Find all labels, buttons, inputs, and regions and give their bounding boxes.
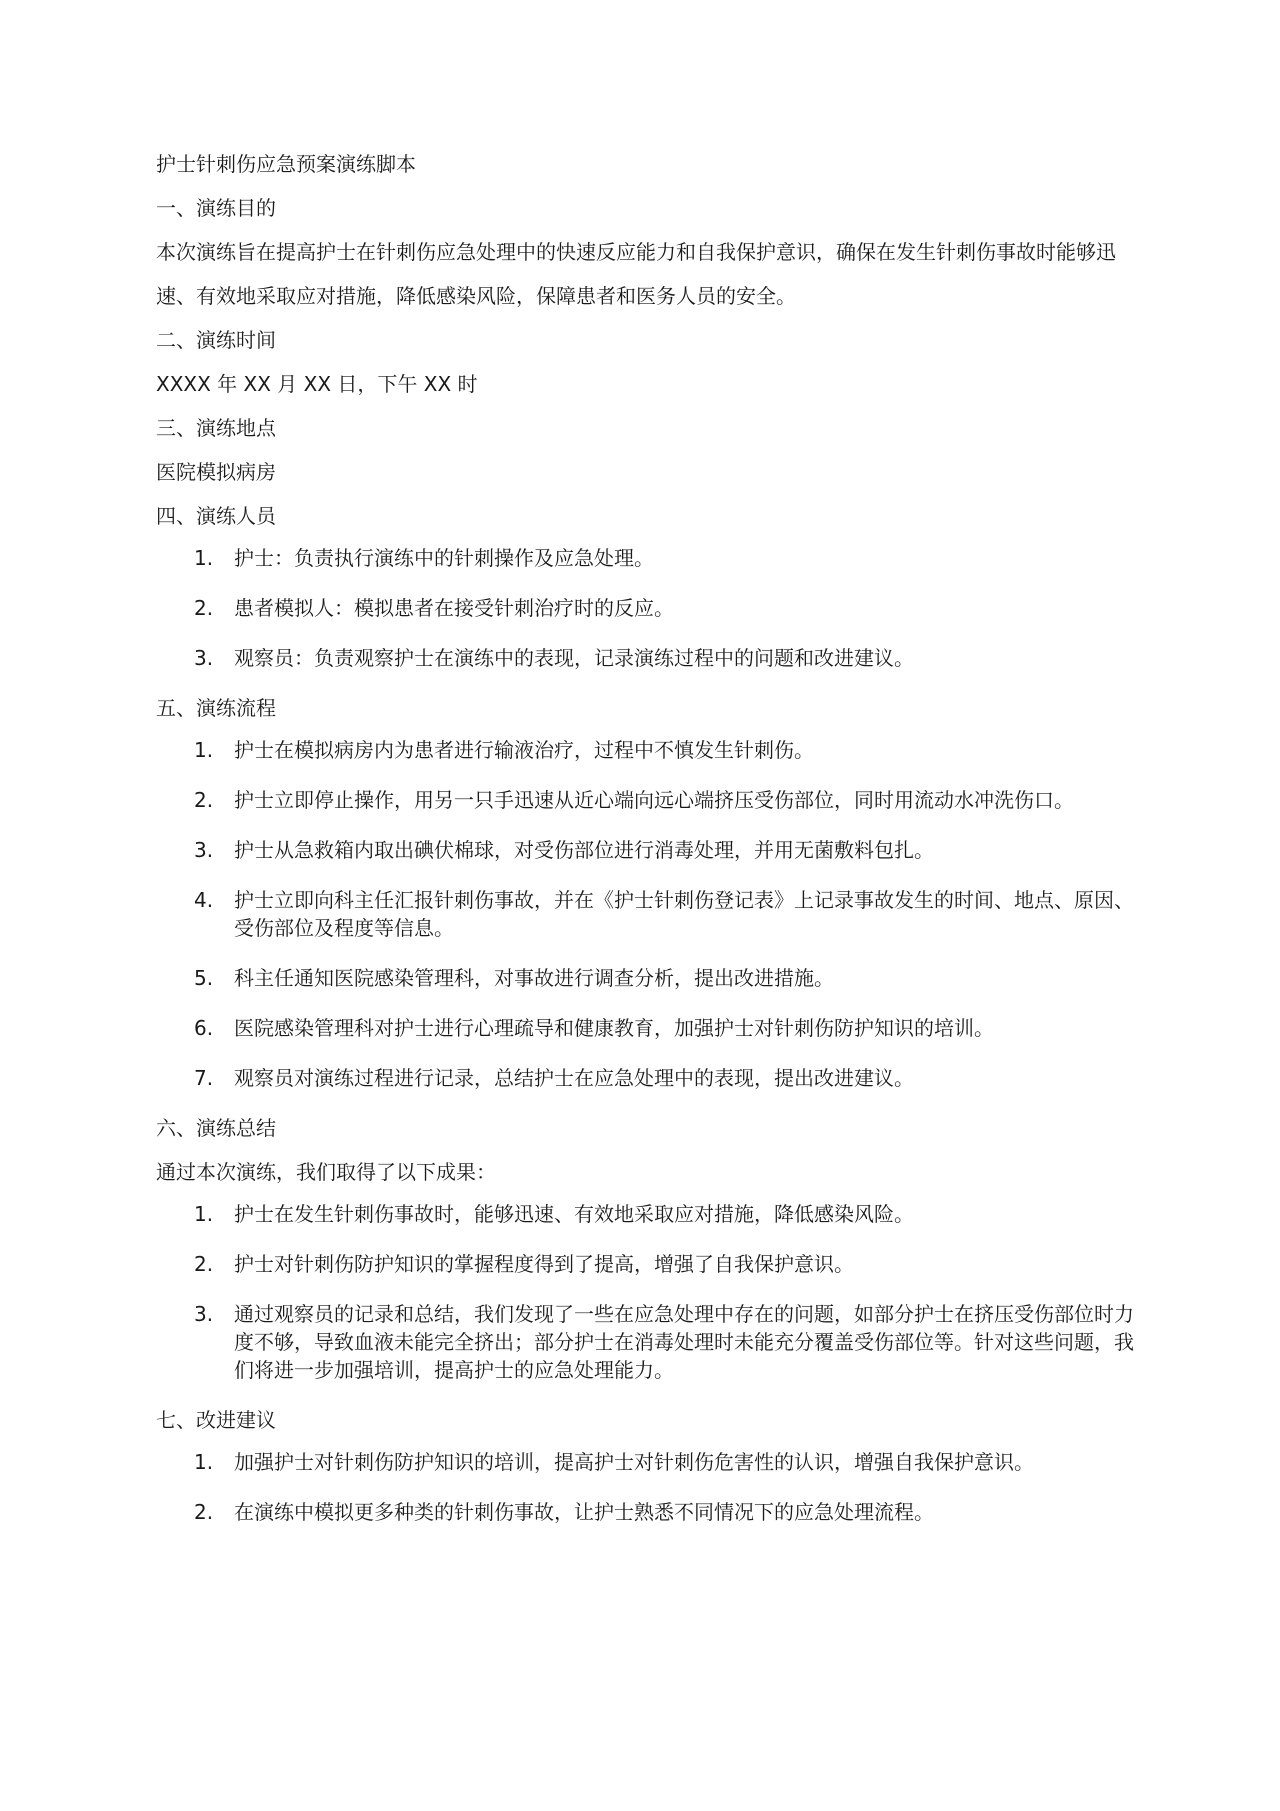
list-text: 护士在发生针刺伤事故时，能够迅速、有效地采取应对措施，降低感染风险。	[234, 1202, 914, 1226]
list-number: 2.	[194, 788, 214, 812]
section-heading-summary: 六、演练总结	[156, 1116, 276, 1140]
list-number: 7.	[194, 1066, 214, 1090]
section-heading-location: 三、演练地点	[156, 416, 276, 440]
section-heading-purpose: 一、演练目的	[156, 196, 276, 220]
list-number: 1.	[194, 546, 214, 570]
section-heading-time: 二、演练时间	[156, 328, 276, 352]
list-number: 1.	[194, 1450, 214, 1474]
location-paragraph: 医院模拟病房	[156, 460, 276, 484]
list-item	[156, 594, 1146, 622]
list-item	[156, 1064, 1146, 1092]
list-text: 护士立即停止操作，用另一只手迅速从近心端向远心端挤压受伤部位，同时用流动水冲洗伤口。	[234, 788, 1074, 812]
procedure-list	[156, 736, 1146, 1092]
list-item	[156, 736, 1146, 764]
personnel-list	[156, 544, 1146, 672]
list-number: 5.	[194, 966, 214, 990]
purpose-paragraph: 本次演练旨在提高护士在针刺伤应急处理中的快速反应能力和自我保护意识，确保在发生针刺伤事故时能够迅速、有效地采取应对措施，降低感染风险，保障患者和医务人员的安全。	[156, 240, 1116, 308]
list-text: 科主任通知医院感染管理科，对事故进行调查分析，提出改进措施。	[234, 966, 834, 990]
suggestions-list	[156, 1448, 1146, 1526]
list-text: 观察员：负责观察护士在演练中的表现，记录演练过程中的问题和改进建议。	[234, 646, 914, 670]
list-number: 3.	[194, 1302, 214, 1326]
list-item	[156, 1300, 1146, 1384]
list-item	[156, 964, 1146, 992]
list-number: 1.	[194, 1202, 214, 1226]
time-paragraph: XXXX 年 XX 月 XX 日，下午 XX 时	[156, 372, 478, 396]
list-number: 2.	[194, 1252, 214, 1276]
list-text: 护士立即向科主任汇报针刺伤事故，并在《护士针刺伤登记表》上记录事故发生的时间、地点、原因、受伤部位及程度等信息。	[234, 888, 1134, 940]
document-title: 护士针刺伤应急预案演练脚本	[156, 152, 416, 176]
list-item	[156, 1498, 1146, 1526]
list-item	[156, 1200, 1146, 1228]
list-item	[156, 886, 1146, 942]
list-item	[156, 544, 1146, 572]
list-text: 护士在模拟病房内为患者进行输液治疗，过程中不慎发生针刺伤。	[234, 738, 814, 762]
list-item	[156, 1250, 1146, 1278]
list-number: 3.	[194, 646, 214, 670]
list-text: 护士：负责执行演练中的针刺操作及应急处理。	[234, 546, 654, 570]
list-text: 医院感染管理科对护士进行心理疏导和健康教育，加强护士对针刺伤防护知识的培训。	[234, 1016, 994, 1040]
list-number: 3.	[194, 838, 214, 862]
section-heading-suggestions: 七、改进建议	[156, 1408, 276, 1432]
list-item	[156, 836, 1146, 864]
list-item	[156, 786, 1146, 814]
document-page	[156, 148, 1146, 1546]
summary-intro: 通过本次演练，我们取得了以下成果：	[156, 1160, 496, 1184]
list-number: 2.	[194, 596, 214, 620]
list-text: 在演练中模拟更多种类的针刺伤事故，让护士熟悉不同情况下的应急处理流程。	[234, 1500, 934, 1524]
list-number: 2.	[194, 1500, 214, 1524]
section-heading-personnel: 四、演练人员	[156, 504, 276, 528]
list-item	[156, 1014, 1146, 1042]
list-item	[156, 1448, 1146, 1476]
list-text: 护士从急救箱内取出碘伏棉球，对受伤部位进行消毒处理，并用无菌敷料包扎。	[234, 838, 934, 862]
section-heading-procedure: 五、演练流程	[156, 696, 276, 720]
list-number: 4.	[194, 888, 214, 912]
summary-list	[156, 1200, 1146, 1384]
list-text: 加强护士对针刺伤防护知识的培训，提高护士对针刺伤危害性的认识，增强自我保护意识。	[234, 1450, 1034, 1474]
list-text: 患者模拟人：模拟患者在接受针刺治疗时的反应。	[234, 596, 674, 620]
list-item	[156, 644, 1146, 672]
list-text: 护士对针刺伤防护知识的掌握程度得到了提高，增强了自我保护意识。	[234, 1252, 854, 1276]
list-text: 通过观察员的记录和总结，我们发现了一些在应急处理中存在的问题，如部分护士在挤压受伤部位时力度不够，导致血液未能完全挤出；部分护士在消毒处理时未能充分覆盖受伤部位等。针对这些问题，我们将进一步加强培训，提高护士的应急处理能力。	[234, 1302, 1134, 1382]
list-text: 观察员对演练过程进行记录，总结护士在应急处理中的表现，提出改进建议。	[234, 1066, 914, 1090]
list-number: 1.	[194, 738, 214, 762]
list-number: 6.	[194, 1016, 214, 1040]
